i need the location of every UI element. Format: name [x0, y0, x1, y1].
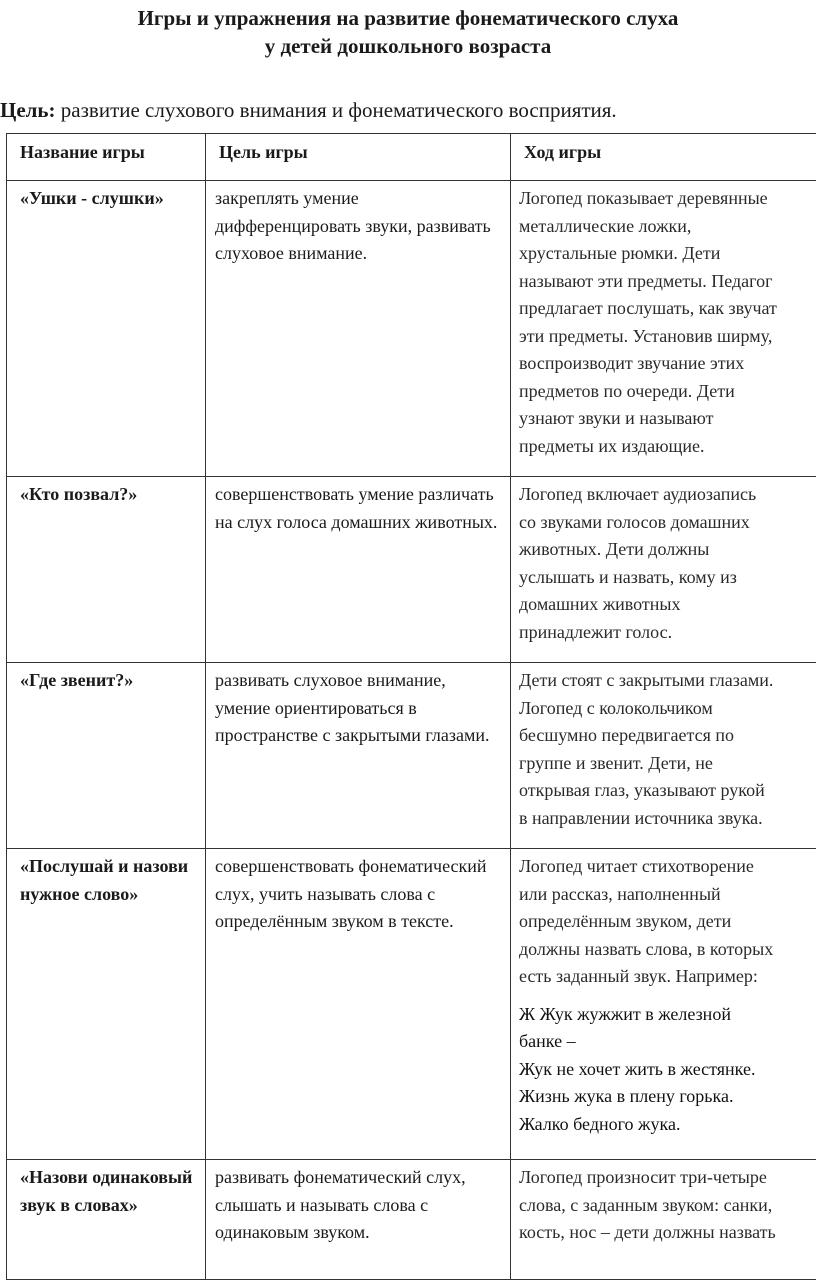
- game-course: [511, 849, 816, 1160]
- course-line: открывая глаз, указывают рукой: [519, 777, 816, 805]
- game-goal: развивать фонематический слух, слышать и называть слова с одинаковым звуком.: [206, 1160, 511, 1280]
- course-line: Логопед показывает деревянные: [519, 185, 816, 213]
- poem-line: Жизнь жука в плену горька.: [519, 1083, 816, 1111]
- game-course: [511, 663, 816, 849]
- poem-line: Жук не хочет жить в жестянке.: [519, 1056, 816, 1084]
- game-name: «Назови одинаковый звук в словах»: [7, 1160, 206, 1280]
- course-line: хрустальные рюмки. Дети: [519, 240, 816, 268]
- course-line: животных. Дети должны: [519, 536, 816, 564]
- games-table: [6, 133, 816, 1280]
- game-goal: совершенствовать фонематический слух, учить называть слова с определённым звуком в тексте.: [206, 849, 511, 1160]
- course-line: Логопед читает стихотворение: [519, 853, 816, 881]
- course-line: воспроизводит звучание этих: [519, 350, 816, 378]
- course-line: Логопед с колокольчиком: [519, 695, 816, 723]
- goal-label: Цель:: [0, 98, 56, 122]
- course-line: предметы их издающие.: [519, 433, 816, 461]
- course-line: кость, нос – дети должны назвать: [519, 1219, 816, 1247]
- course-line: предлагает послушать, как звучат: [519, 295, 816, 323]
- course-line: или рассказ, наполненный: [519, 881, 816, 909]
- course-line: есть заданный звук. Например:: [519, 963, 816, 991]
- course-line: предметов по очереди. Дети: [519, 378, 816, 406]
- example-poem: [519, 1001, 816, 1139]
- game-name: «Где звенит?»: [7, 663, 206, 849]
- table-row: [7, 663, 816, 849]
- document-title-line-2: у детей дошкольного возраста: [0, 32, 816, 60]
- poem-line: Жалко бедного жука.: [519, 1111, 816, 1139]
- course-line: Логопед включает аудиозапись: [519, 481, 816, 509]
- game-goal: закреплять умение дифференцировать звуки, развивать слуховое внимание.: [206, 181, 511, 477]
- goal-text: развитие слухового внимания и фонематического восприятия.: [56, 98, 617, 122]
- course-line: в направлении источника звука.: [519, 805, 816, 833]
- document-goal: [0, 98, 617, 123]
- course-line: называют эти предметы. Педагог: [519, 268, 816, 296]
- table-row: [7, 477, 816, 663]
- document-title-line-1: Игры и упражнения на развитие фонематического слуха: [0, 4, 816, 32]
- game-goal: развивать слуховое внимание, умение ориентироваться в пространстве с закрытыми глазами.: [206, 663, 511, 849]
- poem-line: Ж Жук жужжит в железной: [519, 1001, 816, 1029]
- game-course: [511, 181, 816, 477]
- game-goal: совершенствовать умение различать на слух голоса домашних животных.: [206, 477, 511, 663]
- table-header-row: [7, 134, 816, 181]
- course-line: группе и звенит. Дети, не: [519, 750, 816, 778]
- course-line: металлические ложки,: [519, 213, 816, 241]
- game-course: [511, 1160, 816, 1280]
- course-line: слова, с заданным звуком: санки,: [519, 1192, 816, 1220]
- table-row: [7, 1160, 816, 1280]
- course-line: Логопед произносит три-четыре: [519, 1164, 816, 1192]
- course-line: узнают звуки и называют: [519, 405, 816, 433]
- header-game-name: Название игры: [7, 134, 206, 181]
- game-name: «Послушай и назови нужное слово»: [7, 849, 206, 1160]
- course-line: домашних животных: [519, 591, 816, 619]
- table-row: [7, 181, 816, 477]
- course-line: принадлежит голос.: [519, 619, 816, 647]
- header-game-course: Ход игры: [511, 134, 816, 181]
- course-line: эти предметы. Установив ширму,: [519, 323, 816, 351]
- poem-line: банке –: [519, 1028, 816, 1056]
- course-line: со звуками голосов домашних: [519, 509, 816, 537]
- game-course: [511, 477, 816, 663]
- course-line: определённым звуком, дети: [519, 908, 816, 936]
- course-line: услышать и назвать, кому из: [519, 564, 816, 592]
- game-name: «Кто позвал?»: [7, 477, 206, 663]
- course-line: должны назвать слова, в которых: [519, 936, 816, 964]
- course-line: бесшумно передвигается по: [519, 722, 816, 750]
- course-line: Дети стоят с закрытыми глазами.: [519, 667, 816, 695]
- game-name: «Ушки - слушки»: [7, 181, 206, 477]
- table-row: [7, 849, 816, 1160]
- header-game-goal: Цель игры: [206, 134, 511, 181]
